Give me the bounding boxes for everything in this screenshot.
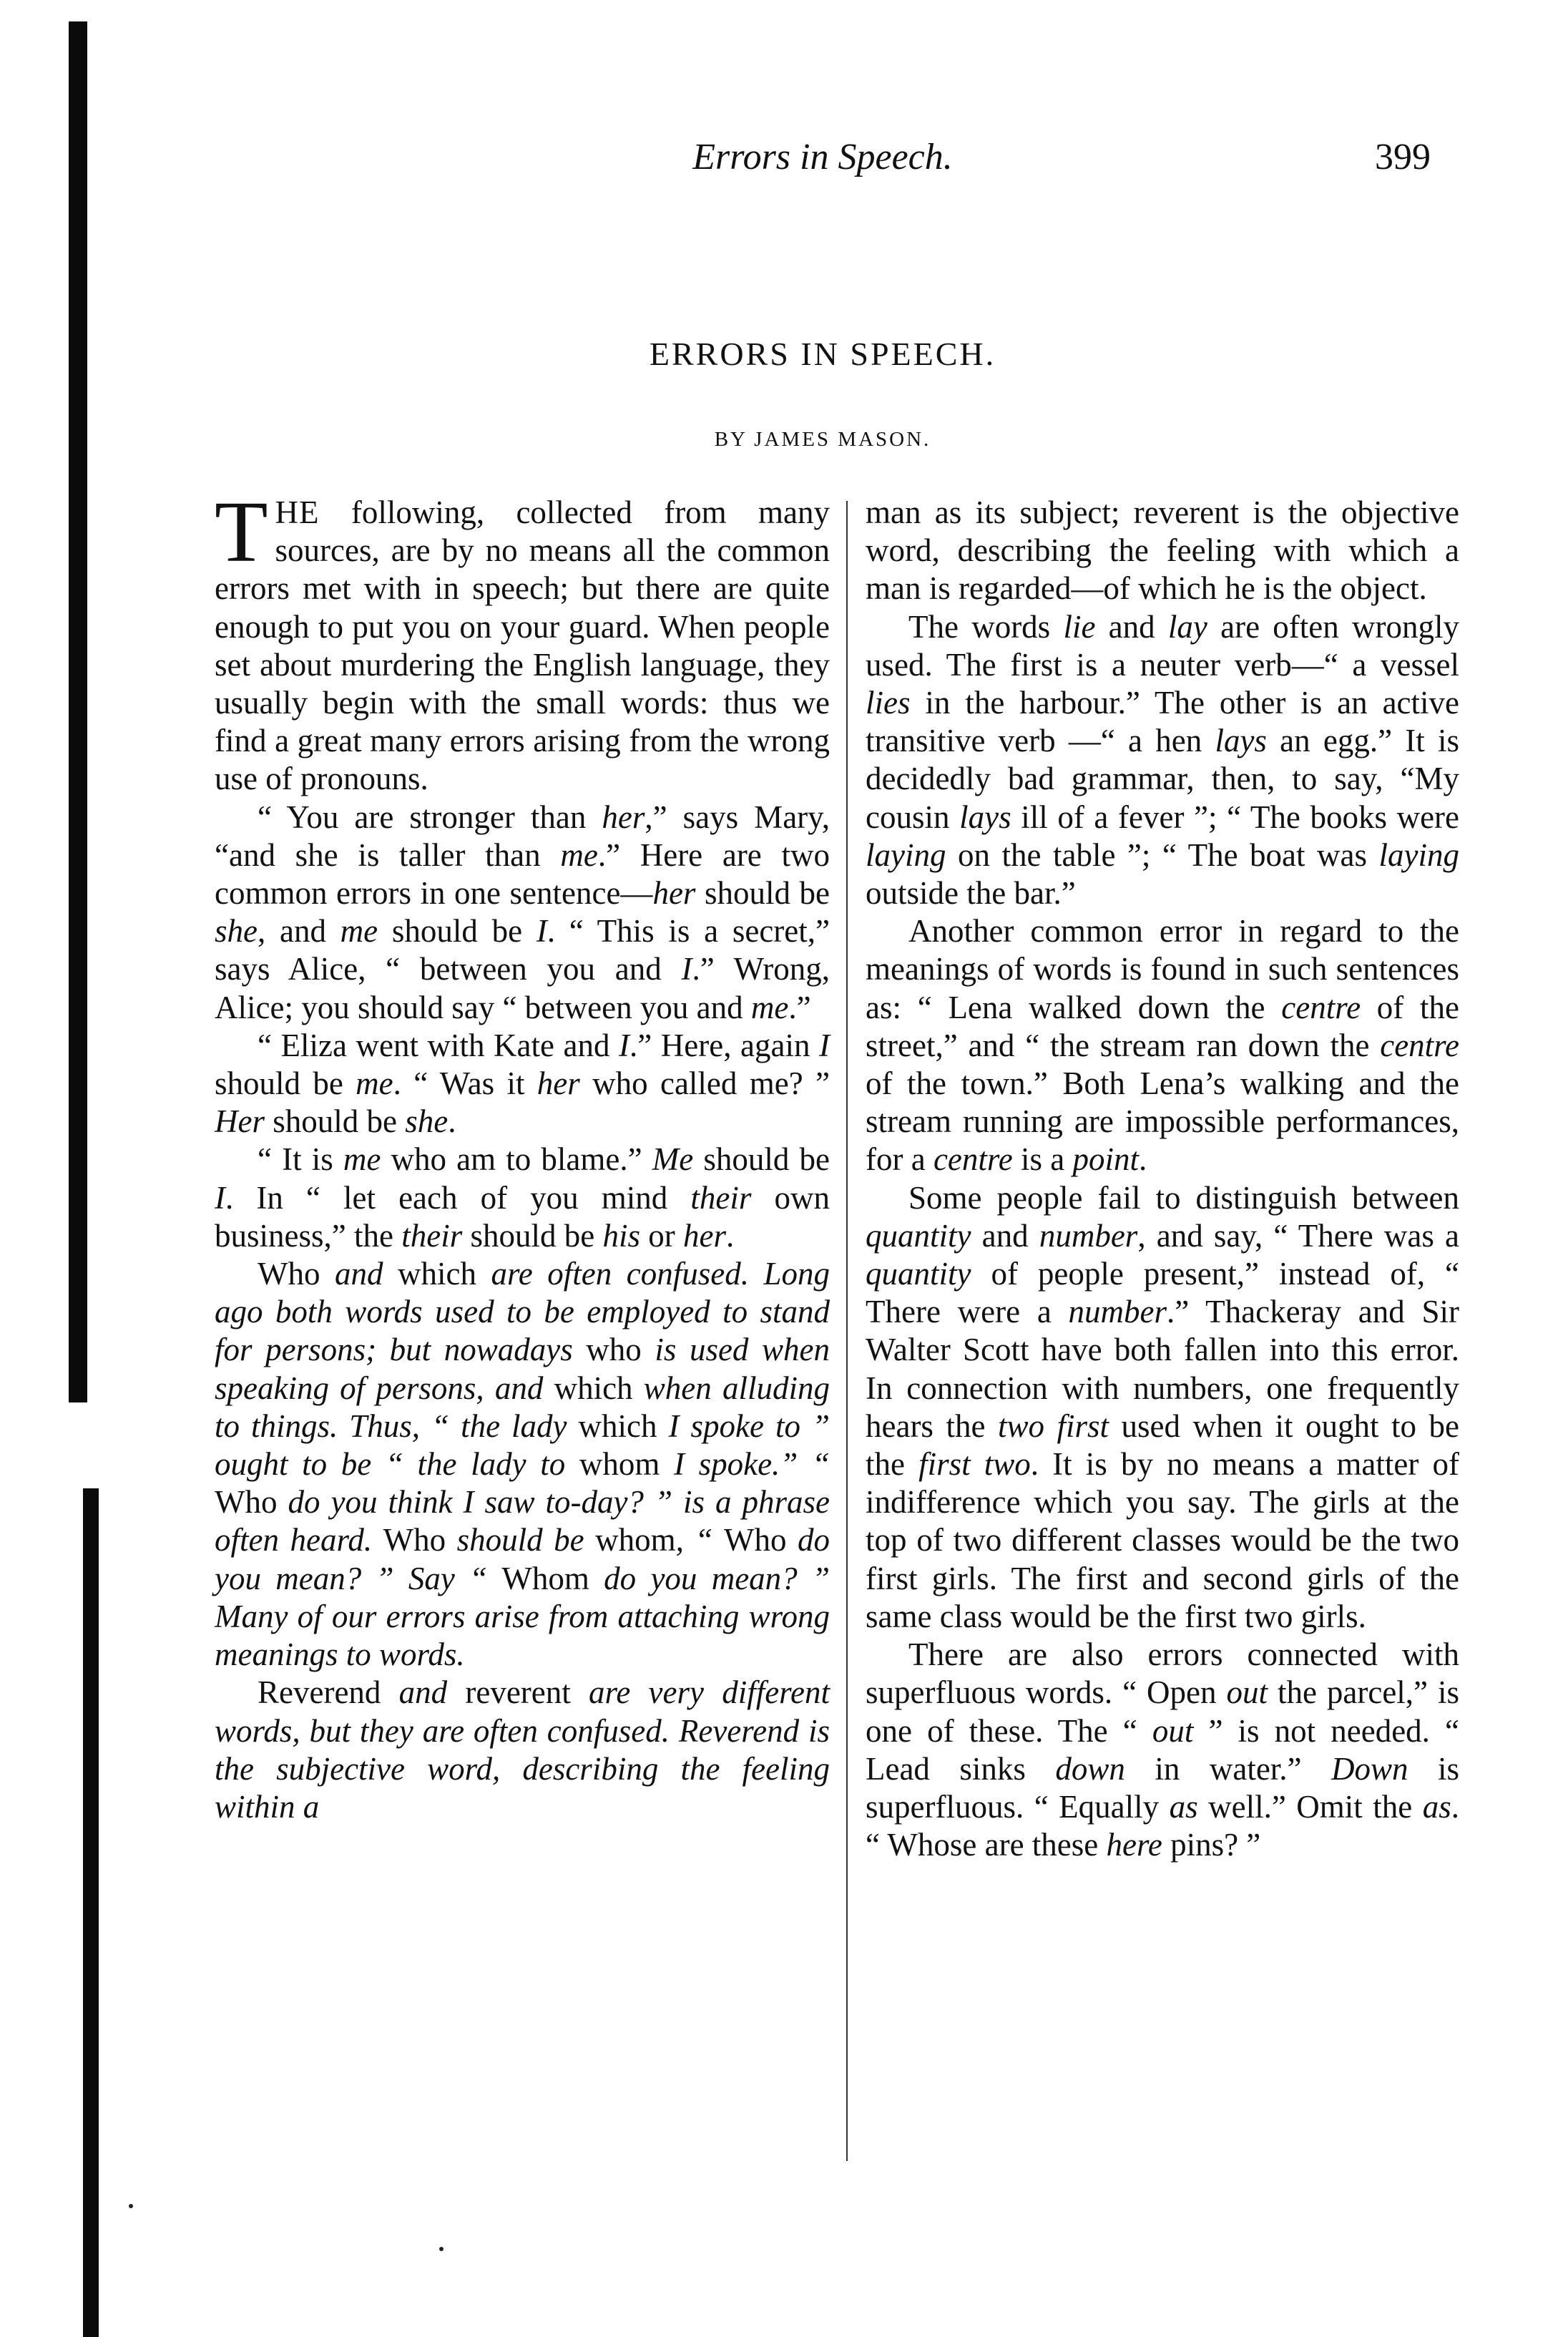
italic-term: number <box>1068 1294 1167 1330</box>
text-run: .” Here are two common errors in one sentence— <box>215 836 830 912</box>
text-run: outside the bar.” <box>866 875 1076 912</box>
italic-term: lies <box>866 685 911 721</box>
print-speck <box>129 2204 133 2208</box>
article-byline: BY JAMES MASON. <box>714 428 931 451</box>
italic-term: and <box>320 1256 398 1292</box>
text-run: should be <box>693 1141 830 1178</box>
text-run: Whom <box>501 1560 589 1596</box>
text-run: . It is by no means a matter of indifference which you say. The girls at the top of two different classes would be the two first girls. The first and second girls of the same class would be the first two girls. <box>866 1446 1459 1634</box>
paragraph-opening <box>215 484 830 799</box>
italic-term: laying <box>866 836 946 873</box>
italic-term: and <box>381 1674 466 1711</box>
italic-term: I <box>619 1027 630 1063</box>
italic-term: as <box>1422 1788 1451 1825</box>
paragraph <box>215 1674 830 1826</box>
text-run: in water.” <box>1124 1750 1331 1787</box>
text-run: . <box>448 1103 456 1140</box>
drop-cap: T <box>215 484 268 580</box>
italic-term: Me <box>652 1141 694 1178</box>
italic-term: , “ <box>675 1522 724 1558</box>
italic-term: two first <box>997 1407 1109 1444</box>
italic-term: are often confused. Long ago both words used to be employed to stand for persons; but nowadays <box>215 1256 830 1368</box>
text-run: Another common error in regard to the meanings of words is found in such sentences as: “ Lena walked down the <box>866 913 1459 1025</box>
paragraph <box>215 1027 830 1141</box>
paragraph <box>215 1141 830 1255</box>
text-run: . <box>1138 1141 1147 1178</box>
running-title: Errors in Speech. <box>692 137 953 177</box>
binding-edge-shadow-lower <box>83 1488 99 2337</box>
text-run: which <box>397 1256 476 1292</box>
text-run: Who <box>724 1522 787 1558</box>
italic-term: I spoke to ” ought to be “ the lady to <box>215 1407 830 1483</box>
text-run: is superfluous. “ Equally <box>866 1750 1459 1825</box>
italic-term: centre <box>933 1141 1013 1178</box>
italic-term: me <box>340 913 378 950</box>
text-run: who called me? ” <box>579 1065 830 1102</box>
text-run: in the harbour.” The other is an active transitive verb —“ a hen <box>866 685 1459 759</box>
running-head <box>215 136 1431 200</box>
text-run: on the table ”; “ The boat was <box>946 836 1379 873</box>
text-run: should be <box>462 1217 603 1254</box>
binding-edge-shadow <box>69 21 87 1402</box>
text-run: reverent <box>465 1674 571 1711</box>
text-run: Who <box>383 1522 446 1558</box>
text-run: Who <box>215 1484 278 1521</box>
paragraph <box>215 1255 830 1674</box>
text-run: . “ Whose are these <box>866 1788 1459 1863</box>
paragraph <box>866 1636 1459 1864</box>
italic-term: Her <box>215 1103 265 1140</box>
italic-term: when alluding to things. Thus, “ the lady <box>215 1370 830 1444</box>
page-number: 399 <box>1375 137 1431 177</box>
article-title: ERRORS IN SPEECH. <box>649 336 996 372</box>
text-run: . In “ let each of you mind <box>225 1179 691 1216</box>
text-run: Reverend <box>258 1674 381 1711</box>
text-run: .” Here, again <box>629 1027 819 1063</box>
italic-term: I <box>681 951 692 987</box>
paragraph <box>866 1179 1459 1636</box>
column-divider <box>846 501 848 2161</box>
paragraph <box>215 799 830 1027</box>
italic-term: I <box>536 913 547 950</box>
paragraph-text: following, collected from many sources, are by no means all the common errors met with in speech; but there are quite enough to put you on your guard. When people set about murdering the English language, they usually begin with the small words: thus we find a great many errors arising from the wrong use of pronouns. <box>215 494 830 797</box>
text-run: . “ Was it <box>393 1065 537 1102</box>
italic-term: laying <box>1378 836 1459 873</box>
text-run: should be <box>215 1065 356 1102</box>
italic-term: her <box>652 875 696 912</box>
italic-term: lie <box>1063 608 1096 645</box>
italic-term: their <box>690 1179 752 1216</box>
text-run: which <box>578 1407 657 1444</box>
italic-term: lays <box>1215 723 1267 759</box>
italic-term: me <box>750 989 789 1025</box>
italic-term: point <box>1072 1141 1139 1178</box>
italic-term: I <box>215 1179 225 1216</box>
italic-term: Down <box>1331 1750 1408 1787</box>
text-run: should be <box>378 913 536 950</box>
text-run: who am to blame.” <box>381 1141 652 1178</box>
italic-term: me <box>560 836 598 873</box>
italic-term: is used when speaking of persons, and <box>215 1332 830 1406</box>
left-column <box>215 484 830 1826</box>
italic-term: lay <box>1167 608 1207 645</box>
text-run: or <box>640 1217 683 1254</box>
text-run: ill of a fever ”; “ The books were <box>1011 799 1460 835</box>
text-run: which <box>554 1370 633 1406</box>
text-run: the parcel,” is one of these. The “ <box>866 1674 1459 1749</box>
italic-term: their <box>401 1217 463 1254</box>
italic-term: do you think I saw to-day? ” is a phrase often heard. <box>215 1484 830 1558</box>
text-run: .” Thackeray and Sir Walter Scott have both fallen into this error. In connection with numbers, one frequently hears the <box>866 1294 1460 1444</box>
text-run: own business,” the <box>215 1179 830 1254</box>
italic-term: out <box>1226 1674 1268 1711</box>
italic-term: quantity <box>866 1217 971 1254</box>
text-run: of people present,” instead of, “ There were a <box>866 1256 1459 1330</box>
paragraph-continued: man as its subject; reverent is the objective word, describing the feeling with which a man is regarded—of which he is the object. <box>866 494 1459 607</box>
italic-term: do you mean? ” Many of our errors arise from attaching wrong meanings to words. <box>215 1560 830 1673</box>
italic-term: her <box>536 1065 580 1102</box>
text-run: Some people fail to distinguish between <box>908 1179 1459 1216</box>
text-run: who <box>586 1332 642 1368</box>
italic-term: as <box>1169 1788 1198 1825</box>
italic-term: down <box>1055 1750 1125 1787</box>
italic-term: here <box>1106 1827 1162 1863</box>
right-column <box>866 494 1459 1864</box>
text-run: , and <box>258 913 340 950</box>
italic-term: her <box>682 1217 726 1254</box>
text-run: .” <box>788 989 811 1025</box>
italic-term: do you mean? ” Say “ <box>215 1522 830 1596</box>
text-run: .” Wrong, Alice; you should say “ between you and <box>215 951 830 1025</box>
text-run: used when it ought to be the <box>866 1407 1459 1483</box>
text-run: are often wrongly used. The first is a neuter verb—“ a vessel <box>866 608 1459 683</box>
italic-term: centre <box>1281 989 1361 1025</box>
text-run: There are also errors connected with superfluous words. “ Open <box>866 1636 1459 1711</box>
text-run: is a <box>1012 1141 1073 1178</box>
text-run: whom <box>579 1446 660 1483</box>
text-run: . <box>725 1217 735 1254</box>
text-run: and <box>971 1217 1039 1254</box>
text-run: and <box>1095 608 1168 645</box>
italic-term: me <box>343 1141 381 1178</box>
italic-term: she <box>215 913 258 950</box>
print-speck <box>439 2247 444 2251</box>
text-run: well.” Omit the <box>1197 1788 1423 1825</box>
italic-term: I spoke.” “ <box>660 1446 830 1483</box>
text-run: pins? ” <box>1162 1827 1261 1863</box>
italic-term: lays <box>959 799 1011 835</box>
text-run: whom <box>595 1522 676 1558</box>
text-run: should be <box>264 1103 406 1140</box>
italic-term: number <box>1039 1217 1138 1254</box>
italic-term: me <box>356 1065 393 1102</box>
paragraph <box>866 608 1459 913</box>
text-run: . “ This is a secret,” says Alice, “ between you and <box>215 913 830 987</box>
italic-term: first two <box>918 1446 1031 1483</box>
italic-term: are very different words, but they are often confused. Reverend is the subjective word, describing the feeling within a <box>215 1674 830 1825</box>
text-run: “ Eliza went with Kate and <box>258 1027 619 1063</box>
text-run: of the town.” Both Lena’s walking and the stream running are impossible performances, for a <box>866 1065 1459 1178</box>
text-run: an egg.” It is decidedly bad grammar, then, to say, “My cousin <box>866 723 1459 835</box>
italic-term: I <box>819 1027 830 1063</box>
text-run: The words <box>908 608 1064 645</box>
italic-term: quantity <box>866 1256 971 1292</box>
text-run: ,” says Mary, “and she is taller than <box>215 799 830 873</box>
italic-term: out <box>1152 1712 1194 1749</box>
text-run: Who <box>258 1256 320 1292</box>
text-run: “ It is <box>258 1141 343 1178</box>
lead-word: HE <box>275 494 320 530</box>
text-run: of the street,” and “ the stream ran down the <box>866 989 1459 1063</box>
text-run: ” is not needed. “ Lead sinks <box>866 1712 1460 1787</box>
italic-term: centre <box>1380 1027 1459 1063</box>
text-run: should be <box>695 875 830 912</box>
italic-term: she <box>405 1103 449 1140</box>
italic-term: should be <box>446 1522 596 1558</box>
paragraph <box>866 912 1459 1179</box>
text-run: , and say, “ There was a <box>1137 1217 1459 1254</box>
italic-term: his <box>602 1217 640 1254</box>
text-run: “ You are stronger than <box>258 799 602 835</box>
italic-term: her <box>602 799 645 835</box>
